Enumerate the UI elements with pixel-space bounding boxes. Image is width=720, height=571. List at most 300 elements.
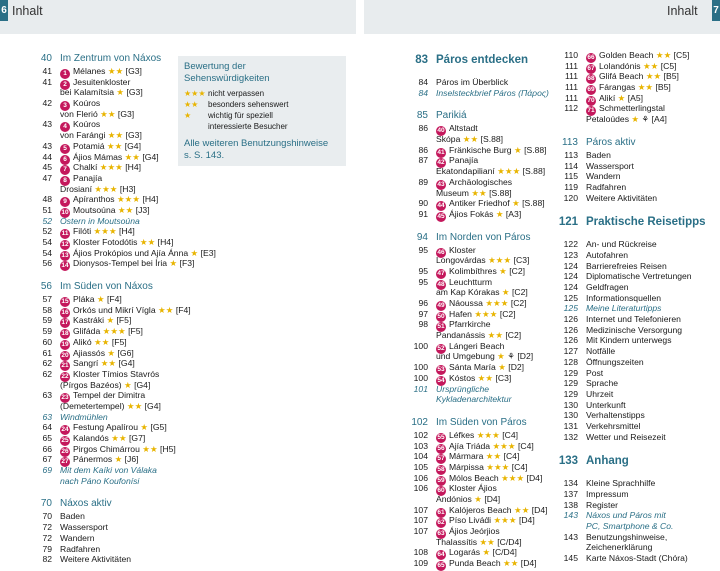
entry-text: 23 Tempel der Dimitra xyxy=(61,390,146,402)
entry-text: An- und Rückreise xyxy=(586,239,657,250)
page-number: 145 xyxy=(563,553,578,564)
entry-text: 9 Apíranthos ★★★ [H4] xyxy=(60,194,174,205)
rating-stars: ★ xyxy=(106,315,115,326)
map-marker-icon: 12 xyxy=(61,241,69,248)
entry-text: 55 Léfkes ★★★ [C4] xyxy=(437,429,518,441)
toc-entry[interactable] xyxy=(552,389,714,400)
toc-entry[interactable] xyxy=(22,465,174,476)
toc-entry[interactable] xyxy=(398,451,550,462)
entry-text: 1 Mélanes ★★ [G3] xyxy=(60,66,174,77)
toc-entry[interactable] xyxy=(398,494,550,505)
toc-entry[interactable] xyxy=(552,114,714,125)
map-marker-icon: 56 xyxy=(437,444,445,452)
toc-entry[interactable] xyxy=(398,473,550,484)
entry-text: 59 Mólos Beach ★★★ [D4] xyxy=(437,472,543,484)
toc-entry[interactable] xyxy=(22,162,174,173)
toc-entry[interactable] xyxy=(398,245,550,256)
toc-entry[interactable] xyxy=(398,198,550,209)
map-marker-icon: 60 xyxy=(437,487,445,495)
toc-entry[interactable] xyxy=(22,87,174,98)
toc-entry[interactable] xyxy=(552,357,714,368)
toc-entry[interactable] xyxy=(398,134,550,145)
entry-text: 45 Ájios Fokás ★ [A3] xyxy=(437,208,522,220)
toc-entry[interactable] xyxy=(552,542,714,553)
entry-text: Sprache xyxy=(586,378,619,389)
entry-text: (Pírgos Bazéos) ★ [G4] xyxy=(60,379,151,390)
toc-entry[interactable] xyxy=(552,325,714,336)
entry-text: Drosianí ★★★ [H3] xyxy=(60,183,136,194)
toc-entry[interactable] xyxy=(22,184,174,195)
toc-entry[interactable] xyxy=(398,515,550,526)
entry-text: 7 Chalkí ★★★ [H4] xyxy=(60,162,174,173)
toc-entry[interactable] xyxy=(552,521,714,532)
entry-text: Im Süden von Páros xyxy=(436,416,527,428)
map-marker-icon: 24 xyxy=(61,426,69,434)
toc-entry[interactable] xyxy=(22,369,174,380)
entry-text: Wandern xyxy=(586,171,621,182)
entry-text: 60 Kloster Ájios xyxy=(437,483,497,495)
map-marker-icon: 5 xyxy=(60,144,70,154)
toc-entry[interactable] xyxy=(22,304,191,316)
entry-text: Weitere Aktivitäten xyxy=(586,192,658,203)
toc-entry[interactable] xyxy=(22,194,174,205)
entry-text: Anhang xyxy=(586,455,629,468)
toc-entry[interactable] xyxy=(398,255,550,266)
rating-stars: ★★★ xyxy=(474,308,498,319)
rating-stars: ★★ xyxy=(642,60,659,71)
entry-text: Karte Náxos-Stadt (Chóra) xyxy=(586,553,688,564)
map-marker-icon: 67 xyxy=(587,64,595,72)
toc-section-heading[interactable] xyxy=(398,52,550,68)
page-number: 59 xyxy=(42,315,52,326)
toc-entry[interactable] xyxy=(552,93,714,104)
rating-stars: ★★★ xyxy=(497,166,521,177)
toc-entry[interactable] xyxy=(398,430,550,441)
page-number: 108 xyxy=(413,547,428,558)
toc-section-heading[interactable] xyxy=(398,109,550,123)
toc-entry[interactable] xyxy=(398,537,550,548)
rating-stars: ★ xyxy=(190,247,199,258)
toc-entry[interactable] xyxy=(552,161,714,172)
rating-stars: ★ xyxy=(114,454,123,465)
entry-text: Im Süden von Náxos xyxy=(60,281,153,293)
map-marker-icon: 66 xyxy=(587,54,595,61)
toc-entry[interactable] xyxy=(398,462,550,473)
rating-stars: ★★ xyxy=(106,140,123,151)
toc-entry[interactable] xyxy=(398,177,550,188)
rating-stars: ★★ xyxy=(487,330,504,341)
entry-text: 62 Píso Liváḋi ★★★ [D4] xyxy=(437,515,535,527)
left-page-number: 6 xyxy=(0,0,8,21)
rating-stars: ★★★ xyxy=(102,326,126,337)
toc-entry[interactable] xyxy=(552,478,714,489)
toc-section-heading[interactable] xyxy=(22,497,174,511)
page-number xyxy=(22,476,60,487)
toc-entry[interactable] xyxy=(22,444,174,455)
entry-text: 13 Ájios Prokópios und Ajía Ánna ★ [E3] xyxy=(61,247,216,259)
rating-stars: ★★ xyxy=(100,358,117,369)
rating-stars: ★ xyxy=(107,347,116,358)
page-number: 63 xyxy=(42,390,52,401)
page-number xyxy=(398,255,436,266)
entry-text: 26 Pirgos Chimárrou ★★ [H5] xyxy=(61,443,176,455)
toc-entry[interactable] xyxy=(552,303,714,314)
toc-entry[interactable] xyxy=(552,421,714,432)
entry-text: 65 Punda Beach ★★ [D4] xyxy=(437,558,537,570)
page-number: 112 xyxy=(564,103,578,114)
toc-entry[interactable] xyxy=(22,141,174,152)
toc-entry[interactable] xyxy=(398,298,550,309)
toc-entry[interactable] xyxy=(398,277,550,288)
toc-entry[interactable] xyxy=(552,532,714,543)
toc-entry[interactable] xyxy=(398,266,550,277)
entry-text: 47 Kolimbíthres ★ [C2] xyxy=(437,265,526,277)
toc-entry[interactable] xyxy=(552,250,714,261)
toc-entry[interactable] xyxy=(22,66,174,77)
toc-entry[interactable] xyxy=(22,130,174,141)
toc-entry[interactable] xyxy=(552,71,714,82)
toc-entry[interactable] xyxy=(398,123,550,134)
toc-entry[interactable] xyxy=(552,293,714,304)
toc-entry[interactable] xyxy=(552,500,714,511)
entry-text: 16 Orkós und Mikrí Vígla ★★ [F4] xyxy=(61,304,191,316)
page-number: 122 xyxy=(563,239,578,250)
map-marker-icon: 10 xyxy=(61,208,69,216)
map-marker-icon: 43 xyxy=(437,180,445,188)
toc-entry[interactable] xyxy=(398,155,550,166)
rating-stars: ★ xyxy=(124,379,132,390)
page-number: 95 xyxy=(418,276,428,287)
toc-entry[interactable] xyxy=(552,314,714,325)
toc-section-heading[interactable] xyxy=(398,231,550,245)
page-number: 60 xyxy=(42,336,52,347)
toc-entry[interactable] xyxy=(398,330,550,341)
toc-entry[interactable] xyxy=(22,380,174,391)
toc-entry[interactable] xyxy=(398,394,550,405)
rating-stars: ★★ xyxy=(503,558,519,569)
toc-entry[interactable] xyxy=(398,209,550,220)
entry-text: Öffnungszeiten xyxy=(586,356,644,367)
entry-text: 17 Kastráki ★ [F5] xyxy=(61,315,132,327)
page-number: 72 xyxy=(42,532,52,543)
legend-hint: Alle weiteren Benutzungshinweise s. S. 143. xyxy=(184,138,329,161)
entry-text: Kykladenarchitektur xyxy=(436,394,512,405)
toc-entry[interactable] xyxy=(552,103,714,114)
entry-text: 21 Sangrí ★★ [G4] xyxy=(61,358,135,370)
toc-entry[interactable] xyxy=(398,505,550,516)
page-number: 89 xyxy=(418,176,428,187)
toc-entry[interactable] xyxy=(22,109,174,120)
page-number: 82 xyxy=(42,554,52,565)
entry-text: 41 Fränkische Burg ★ [S.88] xyxy=(437,144,547,156)
spacer xyxy=(22,269,174,278)
toc-entry[interactable] xyxy=(22,205,174,216)
toc-entry[interactable] xyxy=(22,173,174,184)
toc-entry[interactable] xyxy=(552,368,714,379)
toc-column-paros xyxy=(398,50,550,569)
page-number: 102 xyxy=(411,416,428,428)
map-marker-icon: 26 xyxy=(61,447,69,455)
toc-entry[interactable] xyxy=(22,348,174,359)
map-marker-icon: 18 xyxy=(61,330,69,338)
rating-stars: ★★ xyxy=(107,66,124,76)
entry-text: 56 Ajía Triáda ★★★ [C4] xyxy=(437,440,534,452)
page-number: 41 xyxy=(42,66,52,76)
toc-entry[interactable] xyxy=(22,412,174,423)
toc-entry[interactable] xyxy=(398,341,550,352)
page-number: 130 xyxy=(563,410,578,421)
entry-text: Museum ★★ [S.88] xyxy=(436,187,512,198)
toc-entry[interactable] xyxy=(552,239,714,250)
toc-entry[interactable] xyxy=(398,441,550,452)
page-number: 48 xyxy=(42,194,52,205)
toc-entry[interactable] xyxy=(22,119,174,130)
toc-entry[interactable] xyxy=(398,384,550,395)
entry-text: 57 Mármara ★★ [C4] xyxy=(437,451,520,463)
toc-entry[interactable] xyxy=(398,362,550,373)
map-marker-icon: 61 xyxy=(437,508,445,516)
toc-entry[interactable] xyxy=(398,373,550,384)
toc-section-heading[interactable] xyxy=(552,214,714,230)
toc-entry[interactable] xyxy=(552,82,714,93)
page-number: 43 xyxy=(42,140,52,151)
map-marker-icon: 63 xyxy=(437,530,445,538)
entry-text: 58 Márpissa ★★★ [C4] xyxy=(437,461,528,473)
map-marker-icon: 46 xyxy=(437,248,445,256)
toc-entry[interactable] xyxy=(552,271,714,282)
toc-entry[interactable] xyxy=(552,410,714,421)
rating-stars: ★★ xyxy=(139,237,156,247)
toc-entry[interactable] xyxy=(22,77,174,88)
toc-entry[interactable] xyxy=(552,61,714,72)
toc-section-heading[interactable] xyxy=(552,136,714,150)
toc-entry[interactable] xyxy=(22,454,174,465)
entry-text: 54 Kóstos ★★ [C3] xyxy=(437,372,512,384)
toc-entry[interactable] xyxy=(22,544,174,555)
toc-entry[interactable] xyxy=(552,432,714,443)
toc-entry[interactable] xyxy=(22,554,174,565)
page-number: 40 xyxy=(40,53,52,64)
toc-entry[interactable] xyxy=(552,553,714,564)
page-number: 125 xyxy=(563,303,578,314)
toc-entry[interactable] xyxy=(22,258,195,270)
page-number: 86 xyxy=(418,144,428,155)
toc-entry[interactable] xyxy=(398,558,550,569)
page-number: 54 xyxy=(42,247,52,258)
rating-stars: ★★★ xyxy=(116,194,141,205)
page-number: 107 xyxy=(413,526,428,537)
page-number xyxy=(398,351,436,362)
toc-entry[interactable] xyxy=(22,533,174,544)
entry-text: Inselsteckbrief Páros (Πάρος) xyxy=(436,87,549,98)
toc-entry[interactable] xyxy=(552,193,714,204)
toc-entry[interactable] xyxy=(22,433,174,444)
map-marker-icon: 51 xyxy=(437,323,445,331)
page-number xyxy=(398,494,436,505)
toc-entry[interactable] xyxy=(22,476,174,487)
entry-text: Radfahren xyxy=(60,543,101,554)
entry-text: 42 Panajía xyxy=(437,155,479,167)
page-number: 98 xyxy=(418,319,428,330)
entry-text: Uhrzeit xyxy=(586,388,614,399)
page-number: 84 xyxy=(418,77,428,87)
entry-text: Internet und Telefonieren xyxy=(586,314,681,325)
toc-entry[interactable] xyxy=(398,351,550,362)
rating-stars: ★★ xyxy=(479,536,495,547)
entry-text: Mit Kindern unterwegs xyxy=(586,335,672,346)
entry-text: Thalassítis ★★ [C/D4] xyxy=(436,536,522,547)
rating-stars: ★★ xyxy=(637,82,654,93)
toc-entry[interactable] xyxy=(398,483,550,494)
toc-entry[interactable] xyxy=(22,326,174,337)
toc-entry[interactable] xyxy=(22,522,174,533)
toc-entry[interactable] xyxy=(552,261,714,272)
toc-entry[interactable] xyxy=(22,422,174,433)
toc-entry[interactable] xyxy=(398,145,550,156)
toc-column-practical xyxy=(552,50,714,564)
toc-section-heading[interactable] xyxy=(22,52,174,66)
entry-text: 66 Golden Beach ★★ [C5] xyxy=(587,50,690,61)
toc-entry[interactable] xyxy=(552,171,714,182)
toc-entry[interactable] xyxy=(22,216,174,227)
entry-text: 52 Lángeri Beach xyxy=(437,340,505,352)
page-number: 95 xyxy=(418,244,428,255)
entry-text: Páros im Überblick xyxy=(436,77,509,87)
toc-entry[interactable] xyxy=(22,237,174,248)
toc-entry[interactable] xyxy=(552,346,714,357)
book-gutter xyxy=(356,0,364,571)
page-number: 45 xyxy=(42,162,52,173)
map-marker-icon: 16 xyxy=(61,308,69,316)
page-number: 91 xyxy=(418,208,428,219)
left-page-header xyxy=(0,0,356,34)
entry-text: Barrierefreies Reisen xyxy=(586,260,667,271)
rating-stars: ★ xyxy=(631,114,640,125)
rating-stars: ★★ xyxy=(645,71,662,82)
entry-text: Windmühlen xyxy=(60,411,108,422)
toc-entry[interactable] xyxy=(398,287,550,298)
page-number: 59 xyxy=(42,326,52,337)
page-number: 63 xyxy=(42,411,52,422)
page-number: 79 xyxy=(42,543,52,554)
toc-entry[interactable] xyxy=(22,226,174,237)
toc-entry[interactable] xyxy=(552,282,714,293)
page-number: 120 xyxy=(563,192,578,203)
page-number: 107 xyxy=(413,504,428,515)
toc-section-heading[interactable] xyxy=(22,280,174,294)
toc-entry[interactable] xyxy=(22,247,216,259)
entry-text: 3 Koúros xyxy=(60,98,174,109)
map-marker-icon: 17 xyxy=(61,319,69,327)
rating-stars: ★ xyxy=(96,294,105,305)
toc-entry[interactable] xyxy=(22,294,174,305)
page-number: 104 xyxy=(413,451,428,462)
page-number: 111 xyxy=(564,71,578,82)
entry-text: 11 Filóti ★★★ [H4] xyxy=(61,226,135,238)
page-number: 47 xyxy=(42,172,52,183)
page-number: 57 xyxy=(42,294,52,305)
toc-entry[interactable] xyxy=(22,358,174,369)
page-number: 84 xyxy=(418,87,428,98)
page-number: 70 xyxy=(40,498,52,510)
map-marker-icon: 65 xyxy=(437,562,445,570)
map-marker-icon: 55 xyxy=(437,433,445,441)
entry-text: Wandern xyxy=(60,532,95,543)
entry-text: 53 Sánta María ★ [D2] xyxy=(437,362,525,374)
map-marker-icon: 68 xyxy=(587,75,595,83)
page-number: 83 xyxy=(415,54,428,66)
map-marker-icon: 3 xyxy=(60,101,70,111)
spacer xyxy=(552,442,714,451)
toc-entry[interactable] xyxy=(22,98,174,109)
toc-entry[interactable] xyxy=(552,400,714,411)
page-number: 125 xyxy=(563,292,578,303)
spacer xyxy=(552,125,714,134)
toc-entry[interactable] xyxy=(552,378,714,389)
toc-entry[interactable] xyxy=(552,489,714,500)
page-number: 124 xyxy=(563,260,578,271)
toc-entry[interactable] xyxy=(22,390,174,401)
toc-entry[interactable] xyxy=(398,319,550,330)
toc-entry[interactable] xyxy=(552,335,714,346)
map-marker-icon: 69 xyxy=(587,86,595,94)
toc-entry[interactable] xyxy=(22,401,174,412)
page-number xyxy=(398,287,436,298)
toc-entry[interactable] xyxy=(398,309,550,320)
map-marker-icon: 20 xyxy=(61,351,69,359)
toc-entry[interactable] xyxy=(398,166,550,177)
page-number: 106 xyxy=(413,472,428,483)
page-number: 113 xyxy=(564,149,578,160)
page-number xyxy=(22,130,60,141)
page-number xyxy=(398,188,436,199)
spacer xyxy=(552,230,714,239)
toc-section-heading[interactable] xyxy=(398,416,550,430)
rating-stars: ★★★ xyxy=(99,162,123,173)
entry-text: Baden xyxy=(586,149,611,160)
toc-entry[interactable] xyxy=(398,547,550,558)
page-number: 121 xyxy=(558,216,578,229)
map-marker-icon: 44 xyxy=(437,202,445,210)
toc-entry[interactable] xyxy=(22,511,174,522)
page-number: 124 xyxy=(563,282,578,292)
toc-entry[interactable] xyxy=(552,182,714,193)
entry-text: (Demetertempel) ★★ [G4] xyxy=(60,400,161,411)
page-number: 109 xyxy=(413,558,428,569)
toc-entry[interactable] xyxy=(22,315,174,326)
toc-entry[interactable] xyxy=(398,77,550,88)
rating-stars: ★★★ xyxy=(476,429,500,440)
toc-entry[interactable] xyxy=(22,337,174,348)
page-number: 106 xyxy=(413,483,428,494)
toc-entry[interactable] xyxy=(552,150,714,161)
entry-text: Andónios ★ [D4] xyxy=(436,494,501,504)
map-marker-icon: 50 xyxy=(437,312,445,320)
toc-entry[interactable] xyxy=(552,510,714,521)
toc-entry[interactable] xyxy=(398,188,550,199)
page-number: 105 xyxy=(413,461,428,472)
page-number: 119 xyxy=(564,181,578,192)
map-marker-icon: 6 xyxy=(60,155,70,165)
toc-entry[interactable] xyxy=(398,526,550,537)
toc-entry[interactable] xyxy=(552,50,714,61)
toc-entry[interactable] xyxy=(398,88,550,99)
legend-title: Bewertung der Sehenswürdigkeiten xyxy=(184,61,270,84)
page-number: 126 xyxy=(563,314,578,325)
toc-section-heading[interactable] xyxy=(552,453,714,469)
page-number: 128 xyxy=(563,356,578,367)
toc-entry[interactable] xyxy=(22,152,174,163)
